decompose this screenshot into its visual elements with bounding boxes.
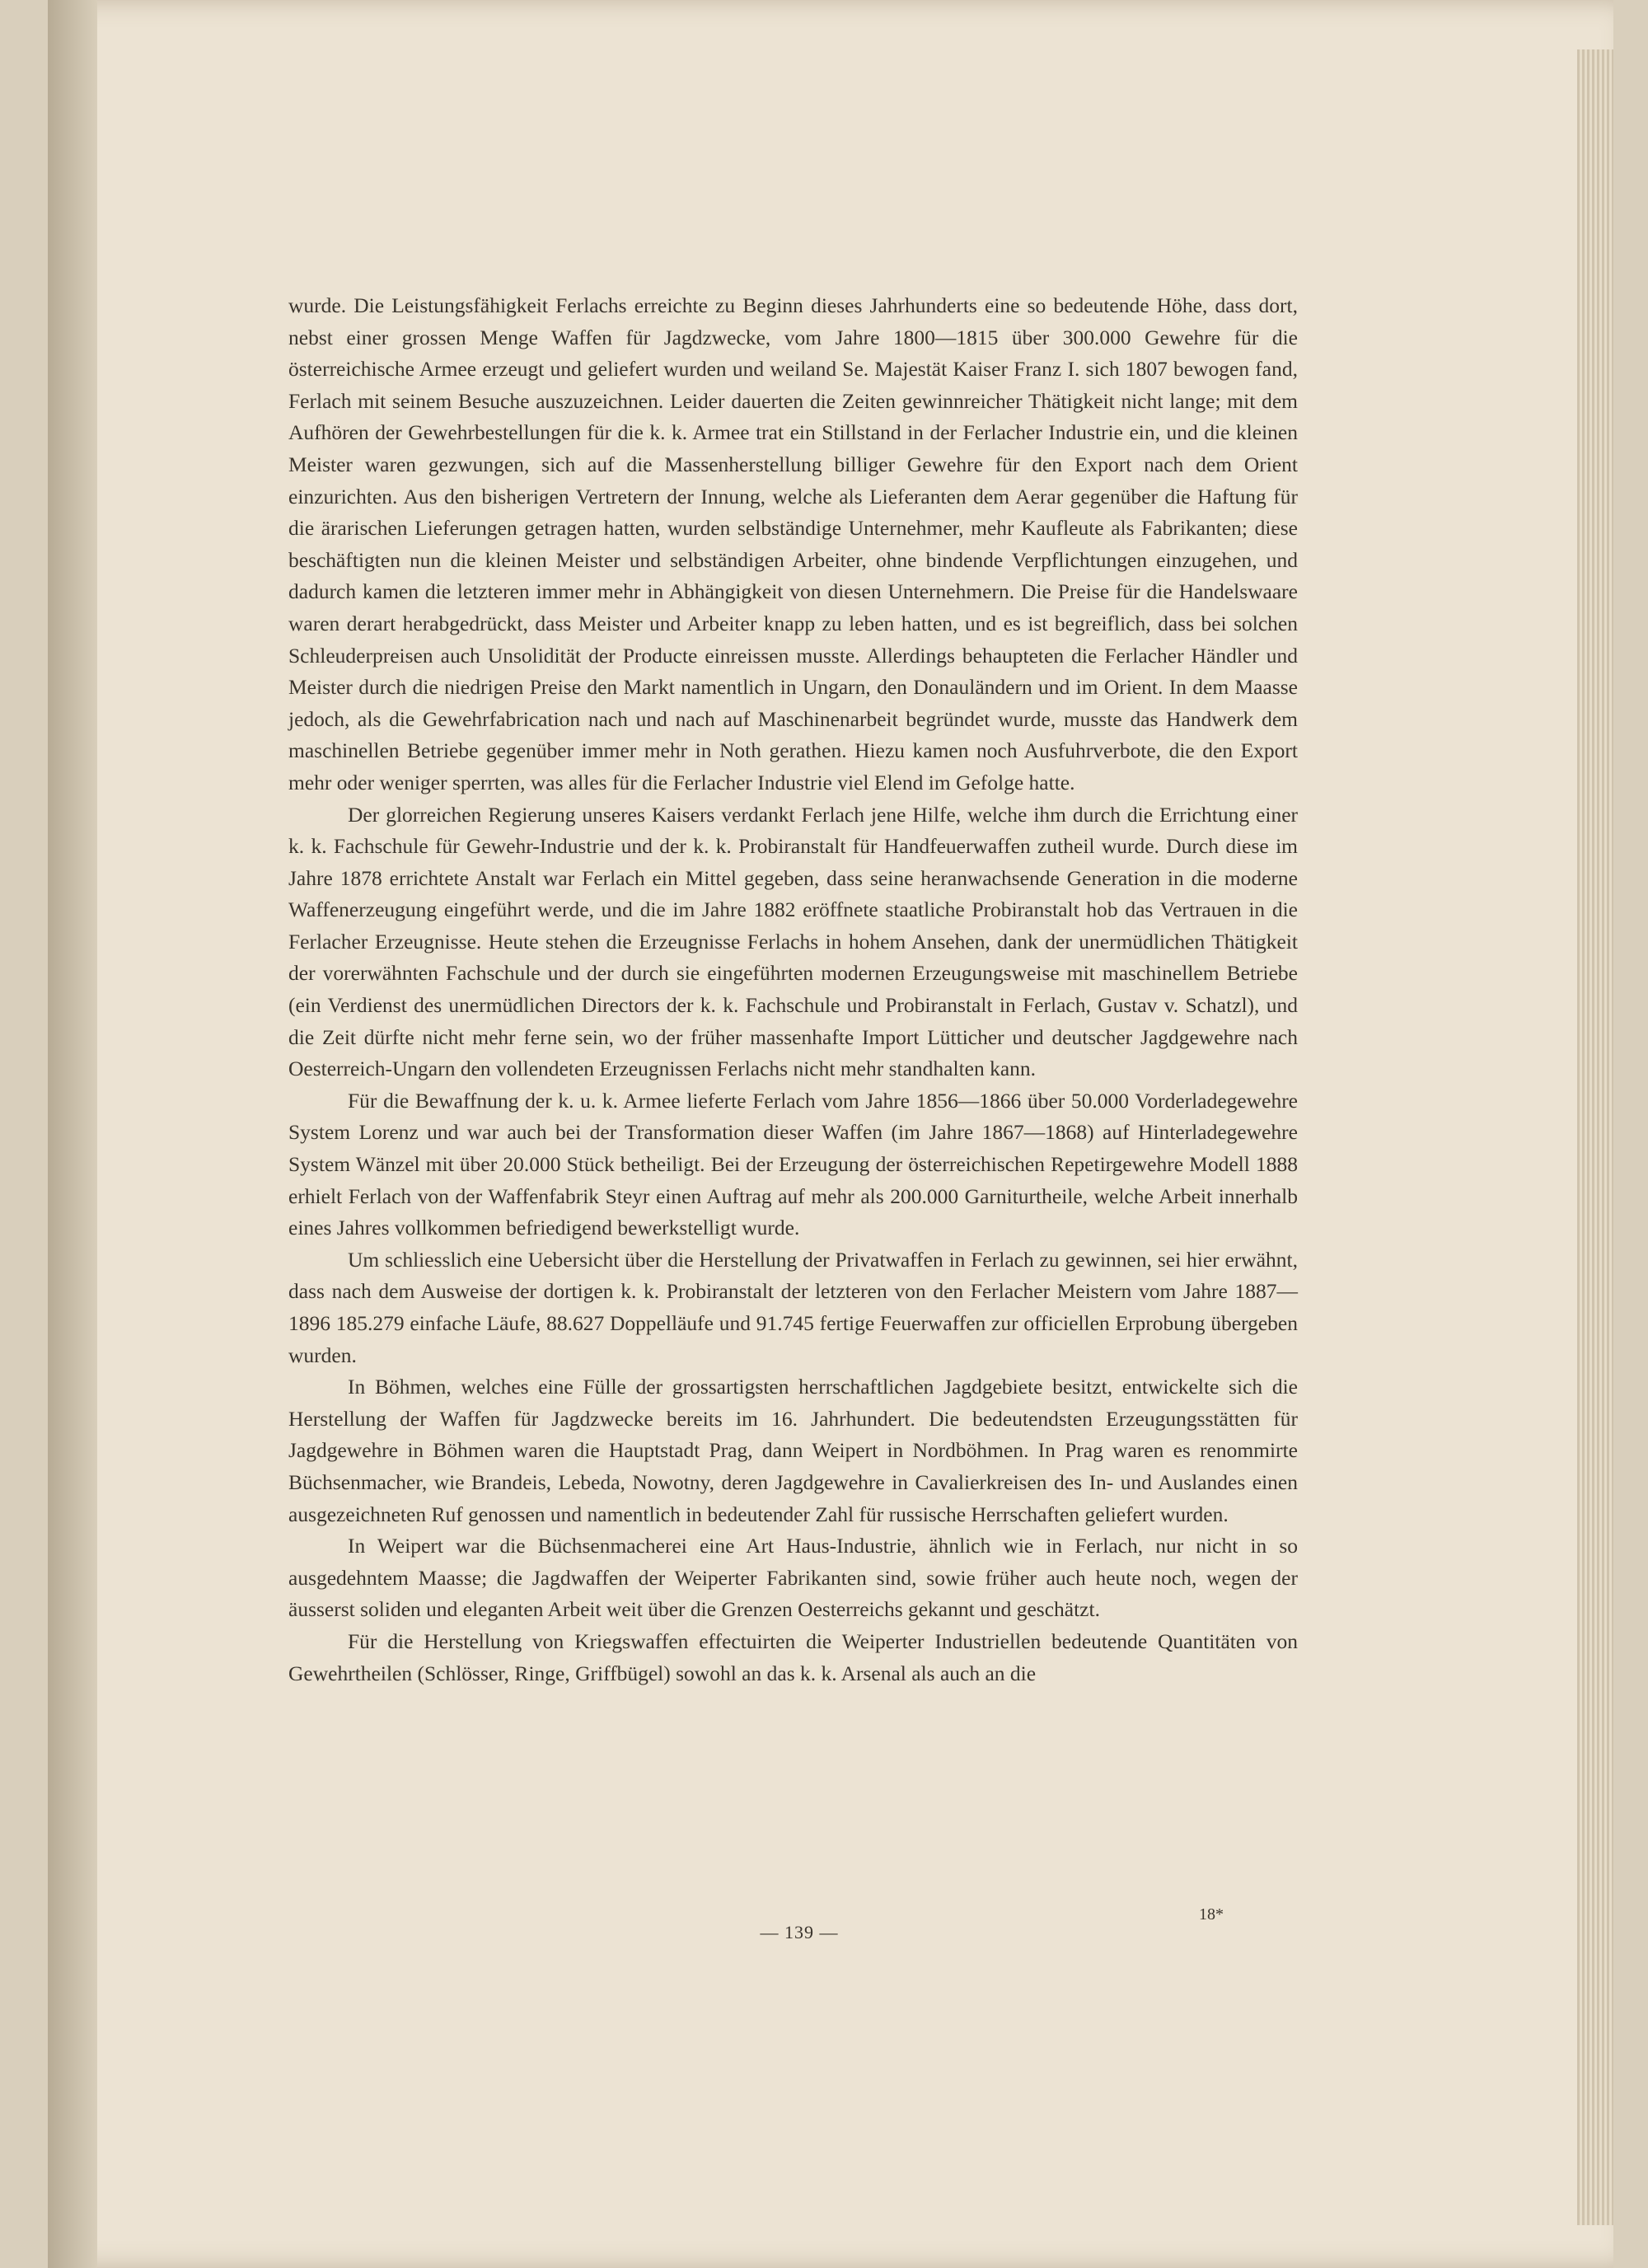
paragraph-7: Für die Herstellung von Kriegswaffen effectuirten die Weiperter Industriellen bedeutende Quantitäten von Gewehrtheilen (Schlösser, Ringe, Griffbügel) sowohl an das k. k. Arsenal als auch an die: [288, 1628, 1298, 1685]
paragraph-5: In Böhmen, welches eine Fülle der grossartigsten herrschaftlichen Jagdgebiete besitzt, entwickelte sich die Herstellung der Waffen für Jagdzwecke bereits im 16. Jahrhundert. Die bedeutendsten Erzeugungsstätten für Jagdgewehre in Böhmen waren die Hauptstadt Prag, dann Weipert in Nordböhmen. In Prag waren es renommirte Büchsenmacher, wie Brandeis, Lebeda, Nowotny, deren Jagdgewehre in Cavalierkreisen des In- und Auslandes einen ausgezeichneten Ruf genossen und namentlich in bedeutender Zahl für russische Herrschaften geliefert wurden.: [288, 1375, 1298, 1526]
page-edges: [1577, 49, 1613, 2225]
page-number: — 139 —: [760, 1922, 839, 1942]
signature-mark: 18*: [1199, 1905, 1224, 1924]
paragraph-4: Um schliesslich eine Uebersicht über die Herstellung der Privatwaffen in Ferlach zu gewinnen, sei hier erwähnt, dass nach dem Ausweise der dortigen k. k. Probiranstalt der letzteren von den Ferlacher Meistern vom Jahre 1887—1896 185.279 einfache Läufe, 88.627 Doppelläufe und 91.745 fertige Feuerwaffen zur officiellen Erprobung übergeben wurden.: [288, 1247, 1298, 1367]
paragraph-3: Für die Bewaffnung der k. u. k. Armee lieferte Ferlach vom Jahre 1856—1866 über 50.000 Vorderladegewehre System Lorenz und war auch bei der Transformation dieser Waffen (im Jahre 1867—1868) auf Hinterladegewehre System Wänzel mit über 20.000 Stück betheiligt. Bei der Erzeugung der österreichischen Repetirgewehre Modell 1888 erhielt Ferlach von der Waffenfabrik Steyr einen Auftrag auf mehr als 200.000 Garniturtheile, welche Arbeit innerhalb eines Jahres vollkommen befriedigend bewerkstelligt wurde.: [288, 1088, 1298, 1240]
paragraph-2: Der glorreichen Regierung unseres Kaisers verdankt Ferlach jene Hilfe, welche ihm durch die Errichtung einer k. k. Fachschule für Gewehr-Industrie und der k. k. Probiranstalt für Handfeuerwaffen zutheil wurde. Durch diese im Jahre 1878 errichtete Anstalt war Ferlach ein Mittel gegeben, dass seine heranwachsende Generation in die moderne Waffenerzeugung eingeführt werde, und die im Jahre 1882 eröffnete staatliche Probiranstalt hob das Vertrauen in die Ferlacher Erzeugnisse. Heute stehen die Erzeugnisse Ferlachs in hohem Ansehen, dank der unermüdlichen Thätigkeit der vorerwähnten Fachschule und der durch sie eingeführten modernen Erzeugungsweise mit maschinellem Betriebe (ein Verdienst des unermüdlichen Directors der k. k. Fachschule und Probiranstalt in Ferlach, Gustav v. Schatzl), und die Zeit dürfte nicht mehr ferne sein, wo der früher massenhafte Import Lütticher und deutscher Jagdgewehre nach Oesterreich-Ungarn den vollendeten Erzeugnissen Ferlachs nicht mehr standhalten kann.: [288, 802, 1298, 1081]
paragraph-6: In Weipert war die Büchsenmacherei eine Art Haus-Industrie, ähnlich wie in Ferlach, nur nicht in so ausgedehntem Maasse; die Jagdwaffen der Weiperter Fabrikanten sind, sowie früher auch heute noch, wegen der äusserst soliden und eleganten Arbeit weit über die Grenzen Oesterreichs gekannt und geschätzt.: [288, 1534, 1298, 1622]
paragraph-1: wurde. Die Leistungsfähigkeit Ferlachs erreichte zu Beginn dieses Jahrhunderts eine so bedeutende Höhe, dass dort, nebst einer grossen Menge Waffen für Jagdzwecke, vom Jahre 1800—1815 über 300.000 Gewehre für die österreichische Armee erzeugt und geliefert wurden und weiland Se. Majestät Kaiser Franz I. sich 1807 bewogen fand, Ferlach mit seinem Besuche auszuzeichnen. Leider dauerten die Zeiten gewinnreicher Thätigkeit nicht lange; mit dem Aufhören der Gewehrbestellungen für die k. k. Armee trat ein Stillstand in der Ferlacher Industrie ein, und die kleinen Meister waren gezwungen, sich auf die Massenherstellung billiger Gewehre für den Export nach dem Orient einzurichten. Aus den bisherigen Vertretern der Innung, welche als Lieferanten dem Aerar gegenüber die Haftung für die ärarischen Lieferungen getragen hatten, wurden selbständige Unternehmer, mehr Kaufleute als Fabrikanten; diese beschäftigten nun die kleinen Meister und selbständigen Arbeiter, ohne bindende Verpflichtungen einzugehen, und dadurch kamen die letzteren immer mehr in Abhängigkeit von diesen Unternehmern. Die Preise für die Handelswaare waren derart herabgedrückt, dass Meister und Arbeiter knapp zu leben hatten, und es ist begreiflich, dass bei solchen Schleuderpreisen auch Unsolidität der Producte einreissen musste. Allerdings behaupteten die Ferlacher Händler und Meister durch die niedrigen Preise den Markt namentlich in Ungarn, den Donauländern und im Orient. In dem Maasse jedoch, als die Gewehrfabrication nach und nach auf Maschinenarbeit begründet wurde, musste das Handwerk dem maschinellen Betriebe gegenüber immer mehr in Noth gerathen. Hiezu kamen noch Ausfuhrverbote, die den Export mehr oder weniger sperrten, was alles für die Ferlacher Industrie viel Elend im Gefolge hatte.: [288, 293, 1298, 794]
gutter: [48, 0, 97, 2268]
text-block: [288, 290, 1298, 1689]
